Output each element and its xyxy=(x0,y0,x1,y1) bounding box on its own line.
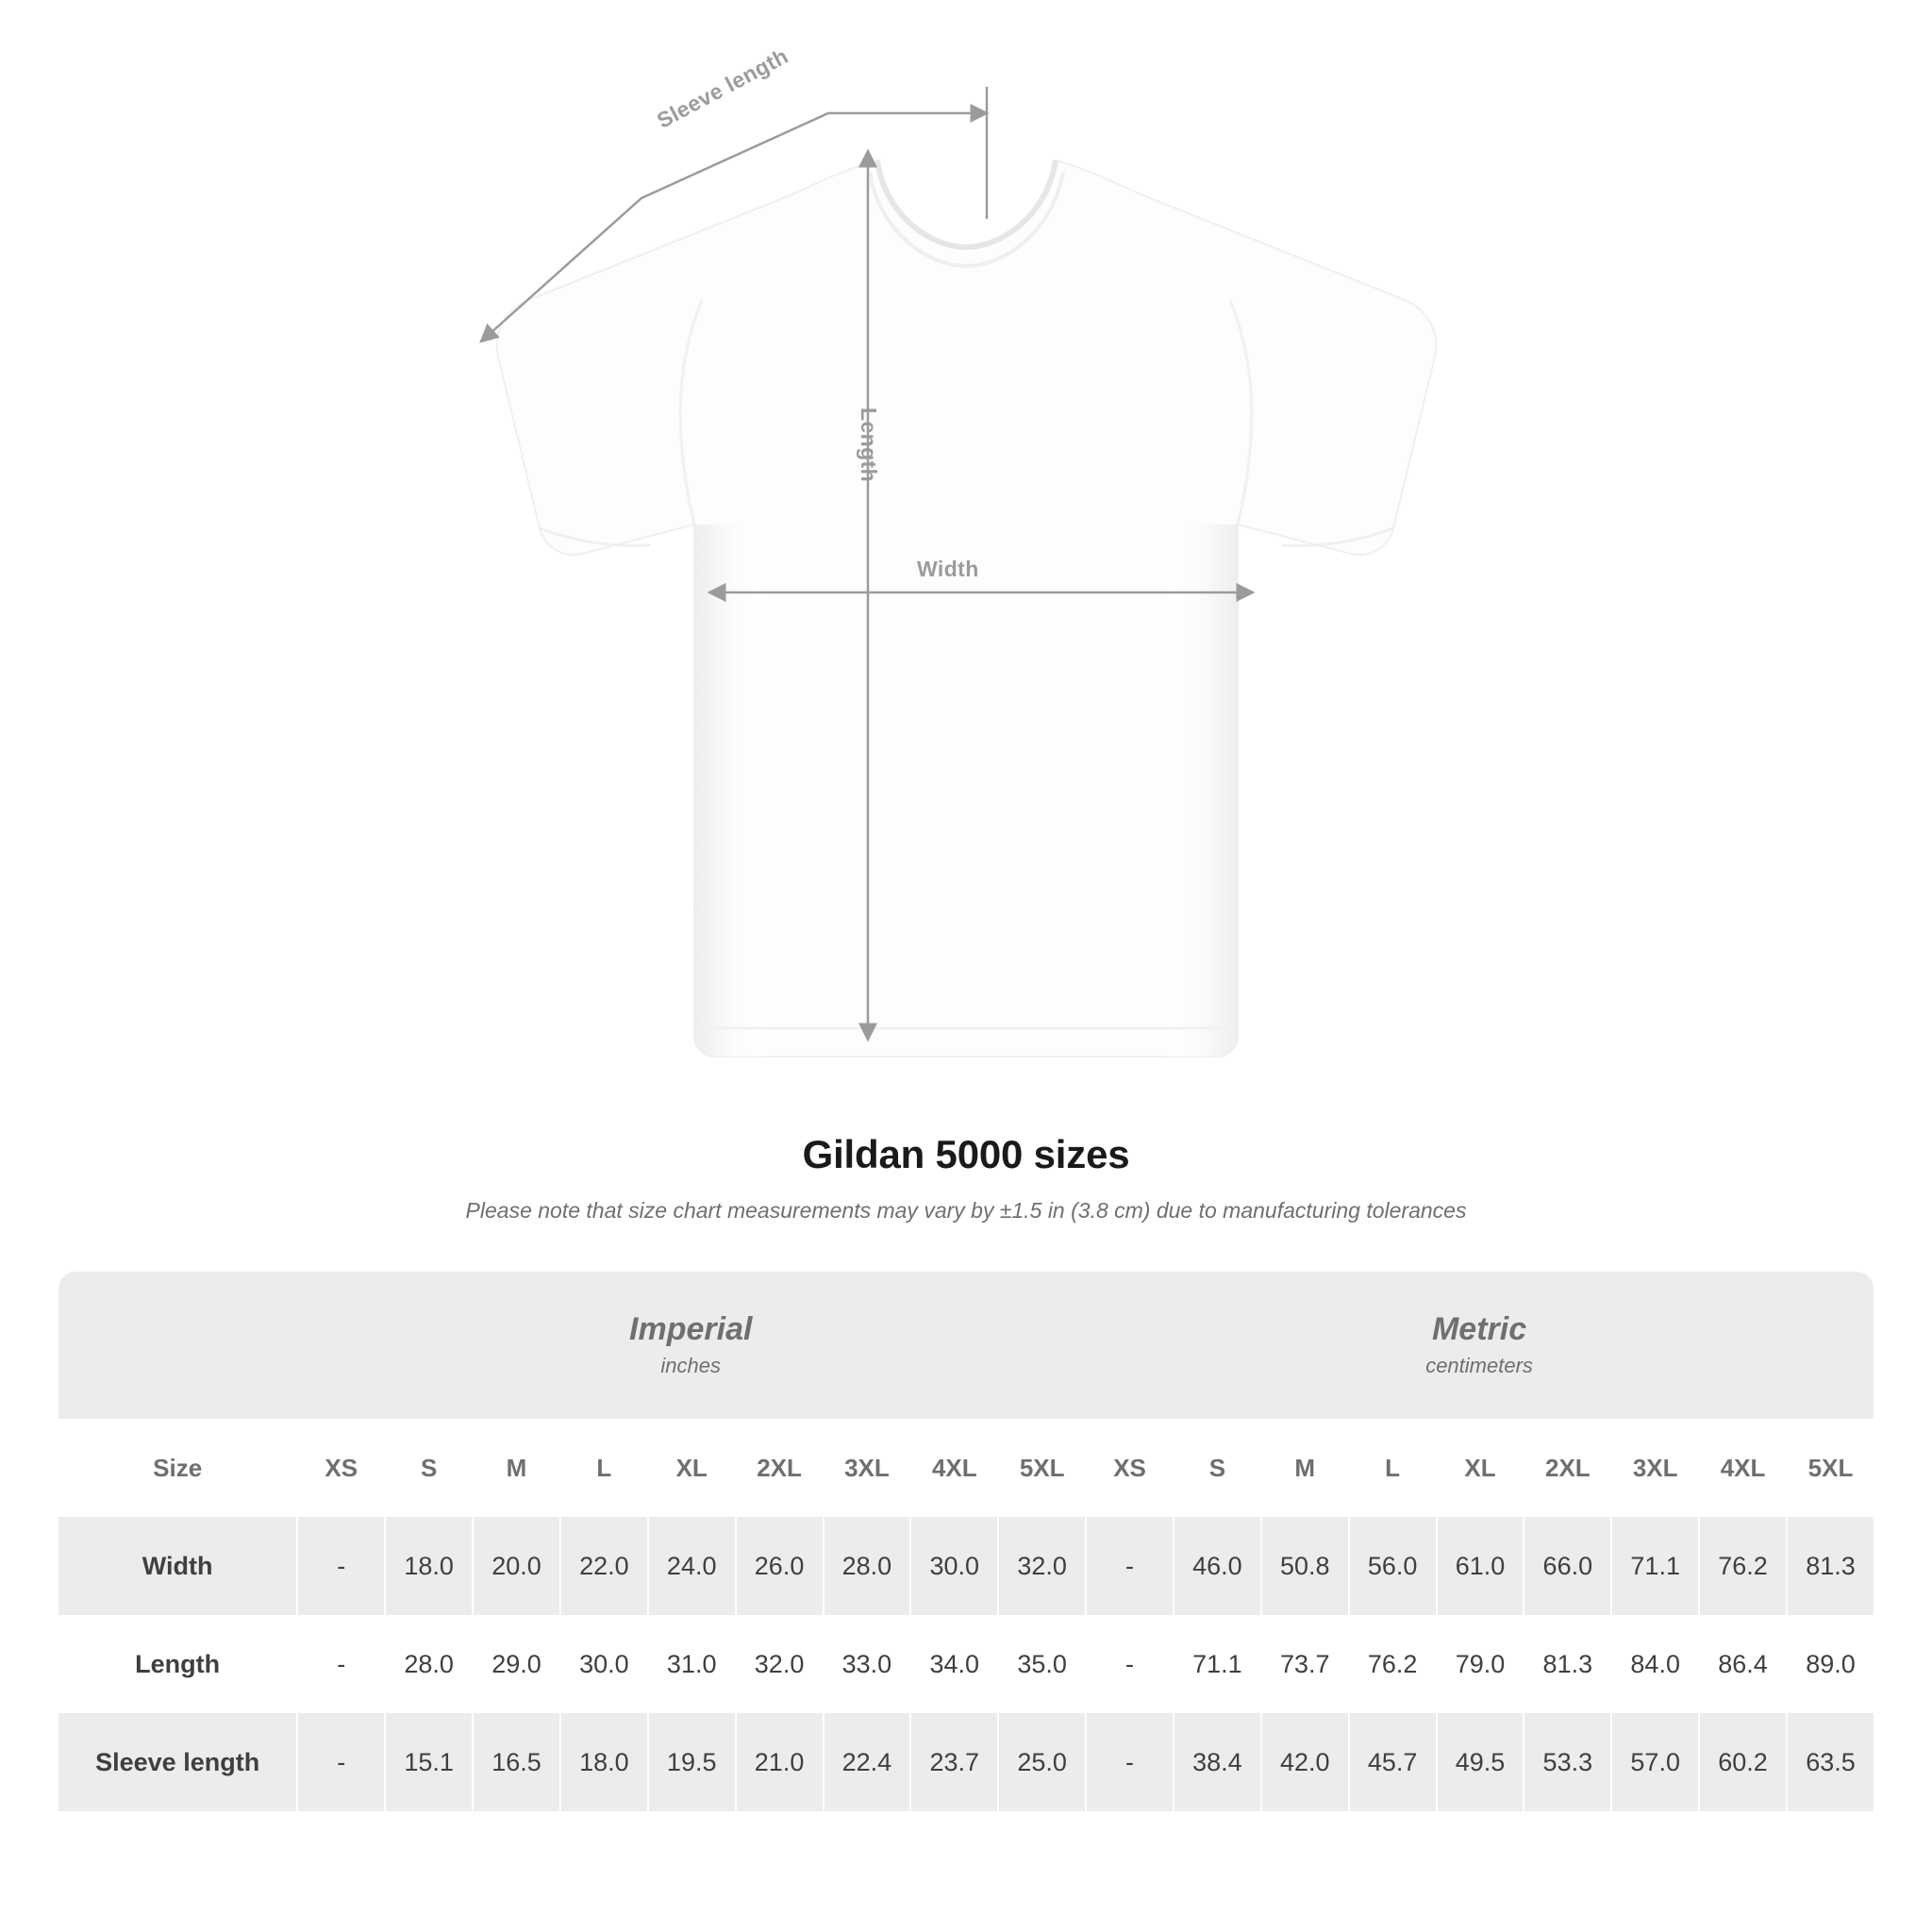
cell-width-imperial-xs: - xyxy=(296,1517,384,1615)
cell-length-metric-4xl: 86.4 xyxy=(1698,1615,1786,1713)
cell-length-imperial-m: 29.0 xyxy=(472,1615,559,1713)
size-header-metric-l: L xyxy=(1348,1419,1436,1517)
cell-sleeve-metric-m: 42.0 xyxy=(1260,1713,1348,1811)
size-header-metric-xs: XS xyxy=(1085,1419,1173,1517)
unit-name-metric: Metric xyxy=(1431,1311,1527,1348)
cell-width-metric-2xl: 66.0 xyxy=(1523,1517,1610,1615)
size-header-imperial-3xl: 3XL xyxy=(823,1419,910,1517)
row-label-width: Width xyxy=(58,1517,296,1615)
table-row xyxy=(58,1713,1874,1811)
cell-sleeve-imperial-2xl: 21.0 xyxy=(735,1713,823,1811)
cell-width-imperial-4xl: 30.0 xyxy=(909,1517,997,1615)
size-header-metric-xl: XL xyxy=(1436,1419,1524,1517)
cell-sleeve-metric-5xl: 63.5 xyxy=(1786,1713,1874,1811)
cell-sleeve-imperial-3xl: 22.4 xyxy=(823,1713,910,1811)
cell-width-metric-xl: 61.0 xyxy=(1436,1517,1524,1615)
cell-sleeve-metric-2xl: 53.3 xyxy=(1523,1713,1610,1811)
cell-width-metric-xs: - xyxy=(1085,1517,1173,1615)
cell-length-metric-5xl: 89.0 xyxy=(1786,1615,1874,1713)
size-header-imperial-xl: XL xyxy=(647,1419,735,1517)
cell-width-imperial-xl: 24.0 xyxy=(647,1517,735,1615)
cell-width-metric-s: 46.0 xyxy=(1173,1517,1260,1615)
size-table xyxy=(58,1272,1874,1811)
cell-sleeve-imperial-l: 18.0 xyxy=(559,1713,647,1811)
cell-sleeve-metric-s: 38.4 xyxy=(1173,1713,1260,1811)
size-header-metric-3xl: 3XL xyxy=(1610,1419,1698,1517)
row-label-sleeve-length: Sleeve length xyxy=(58,1713,296,1811)
cell-width-imperial-3xl: 28.0 xyxy=(823,1517,910,1615)
cell-length-imperial-5xl: 35.0 xyxy=(997,1615,1085,1713)
size-header-metric-m: M xyxy=(1260,1419,1348,1517)
cell-width-metric-4xl: 76.2 xyxy=(1698,1517,1786,1615)
cell-sleeve-metric-4xl: 60.2 xyxy=(1698,1713,1786,1811)
cell-sleeve-imperial-xl: 19.5 xyxy=(647,1713,735,1811)
cell-width-imperial-s: 18.0 xyxy=(384,1517,472,1615)
cell-sleeve-metric-xl: 49.5 xyxy=(1436,1713,1524,1811)
cell-sleeve-imperial-5xl: 25.0 xyxy=(997,1713,1085,1811)
cell-length-imperial-xl: 31.0 xyxy=(647,1615,735,1713)
cell-width-metric-l: 56.0 xyxy=(1348,1517,1436,1615)
cell-sleeve-metric-3xl: 57.0 xyxy=(1610,1713,1698,1811)
cell-width-imperial-l: 22.0 xyxy=(559,1517,647,1615)
cell-length-metric-xs: - xyxy=(1085,1615,1173,1713)
size-header-metric-5xl: 5XL xyxy=(1786,1419,1874,1517)
cell-sleeve-metric-l: 45.7 xyxy=(1348,1713,1436,1811)
size-header-metric-2xl: 2XL xyxy=(1523,1419,1610,1517)
cell-length-metric-2xl: 81.3 xyxy=(1523,1615,1610,1713)
cell-length-metric-m: 73.7 xyxy=(1260,1615,1348,1713)
unit-header-row xyxy=(58,1272,1874,1419)
tshirt-shape xyxy=(497,160,1437,1057)
cell-length-metric-l: 76.2 xyxy=(1348,1615,1436,1713)
size-table-wrapper xyxy=(58,1272,1874,1811)
cell-width-metric-5xl: 81.3 xyxy=(1786,1517,1874,1615)
cell-length-imperial-l: 30.0 xyxy=(559,1615,647,1713)
cell-length-metric-3xl: 84.0 xyxy=(1610,1615,1698,1713)
cell-length-metric-s: 71.1 xyxy=(1173,1615,1260,1713)
cell-sleeve-imperial-xs: - xyxy=(296,1713,384,1811)
unit-header-metric xyxy=(1085,1272,1874,1419)
size-header-imperial-5xl: 5XL xyxy=(997,1419,1085,1517)
table-row xyxy=(58,1517,1874,1615)
tolerance-note: Please note that size chart measurements may vary by ±1.5 in (3.8 cm) due to manufacturing tolerances xyxy=(465,1198,1467,1223)
cell-width-imperial-5xl: 32.0 xyxy=(997,1517,1085,1615)
unit-sub-imperial: inches xyxy=(660,1353,722,1377)
sleeve-length-label: Sleeve length xyxy=(653,42,792,133)
cell-length-metric-xl: 79.0 xyxy=(1436,1615,1524,1713)
page-title: Gildan 5000 sizes xyxy=(802,1132,1130,1176)
title-block xyxy=(0,1132,1932,1224)
unit-name-imperial: Imperial xyxy=(629,1311,753,1348)
size-header-label: Size xyxy=(58,1419,296,1517)
row-label-length: Length xyxy=(58,1615,296,1713)
cell-length-imperial-4xl: 34.0 xyxy=(909,1615,997,1713)
size-header-row xyxy=(58,1419,1874,1517)
size-header-metric-4xl: 4XL xyxy=(1698,1419,1786,1517)
cell-sleeve-imperial-m: 16.5 xyxy=(472,1713,559,1811)
size-header-imperial-4xl: 4XL xyxy=(909,1419,997,1517)
size-header-imperial-2xl: 2XL xyxy=(735,1419,823,1517)
cell-width-metric-3xl: 71.1 xyxy=(1610,1517,1698,1615)
cell-sleeve-imperial-s: 15.1 xyxy=(384,1713,472,1811)
size-header-metric-s: S xyxy=(1173,1419,1260,1517)
cell-width-imperial-m: 20.0 xyxy=(472,1517,559,1615)
cell-width-metric-m: 50.8 xyxy=(1260,1517,1348,1615)
cell-length-imperial-2xl: 32.0 xyxy=(735,1615,823,1713)
length-label: Length xyxy=(857,408,881,483)
unit-header-imperial xyxy=(296,1272,1085,1419)
width-label: Width xyxy=(917,557,979,581)
size-header-imperial-m: M xyxy=(472,1419,559,1517)
cell-sleeve-metric-xs: - xyxy=(1085,1713,1173,1811)
cell-length-imperial-s: 28.0 xyxy=(384,1615,472,1713)
cell-length-imperial-3xl: 33.0 xyxy=(823,1615,910,1713)
cell-width-imperial-2xl: 26.0 xyxy=(735,1517,823,1615)
unit-header-spacer xyxy=(58,1272,296,1419)
size-header-imperial-l: L xyxy=(559,1419,647,1517)
size-header-imperial-xs: XS xyxy=(296,1419,384,1517)
unit-sub-metric: centimeters xyxy=(1425,1353,1533,1377)
table-row xyxy=(58,1615,1874,1713)
size-header-imperial-s: S xyxy=(384,1419,472,1517)
cell-sleeve-imperial-4xl: 23.7 xyxy=(909,1713,997,1811)
cell-length-imperial-xs: - xyxy=(296,1615,384,1713)
